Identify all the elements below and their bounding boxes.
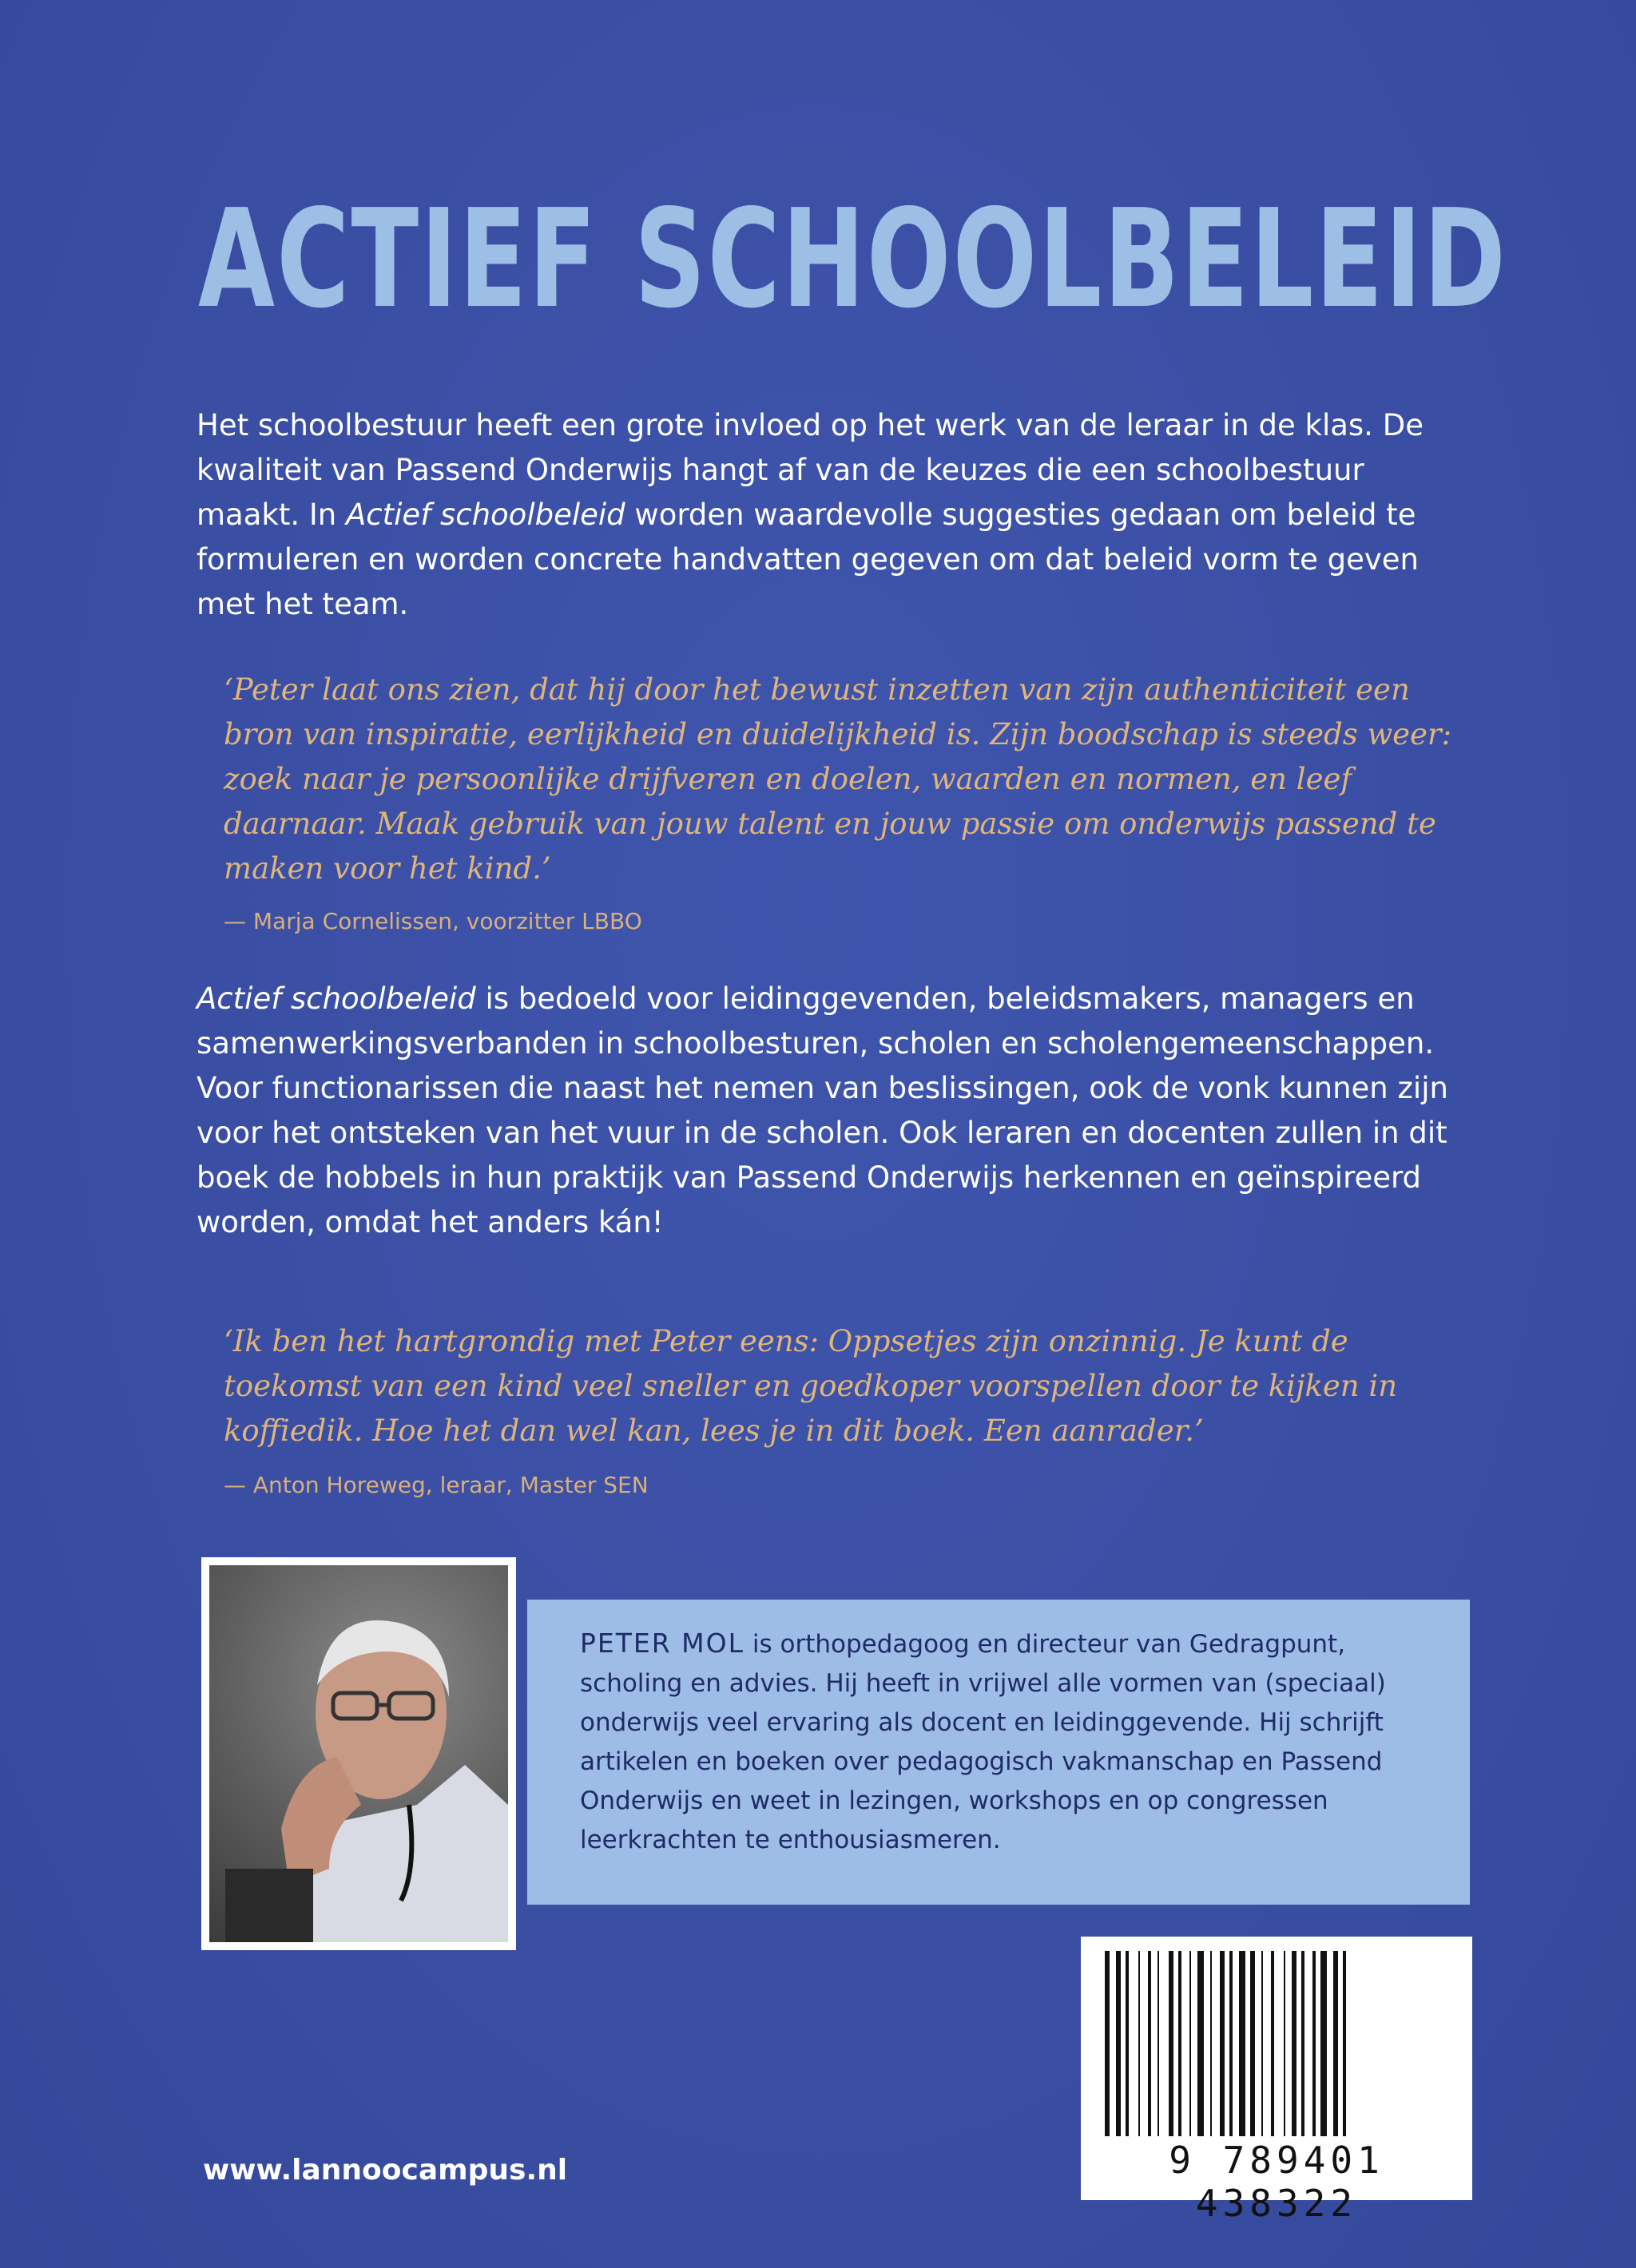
- barcode-bar: [1148, 1951, 1151, 2136]
- barcode-bar: [1158, 1951, 1159, 2136]
- author-bio-text: is orthopedagoog en directeur van Gedragpunt, scholing en advies. Hij heeft in vrijwel alle vormen van (speciaal) onderwijs veel ervaring als docent en leidinggevende. Hij schrijft artikelen en boeken over pedagogisch vakmanschap en Passend Onderwijs en weet in lezingen, workshops en op congressen leerkrachten te enthousiasmeren.: [580, 1630, 1386, 1854]
- barcode-bar: [1126, 1951, 1129, 2136]
- quote-2: ‘Ik ben het hartgrondig met Peter eens: Oppsetjes zijn onzinnig. Je kunt de toekomst van een kind veel sneller en goedkoper voorspellen door te kijken in koffiedik. Hoe het dan wel kan, lees je in dit boek. Een aanrader.’: [224, 1324, 1398, 1448]
- quote-2-attribution: — Anton Horeweg, leraar, Master SEN: [224, 1472, 649, 1498]
- portrait-illustration: [209, 1565, 508, 1942]
- barcode-bar: [1292, 1951, 1296, 2136]
- barcode-bars: [1105, 1951, 1448, 2136]
- barcode-bar: [1312, 1951, 1316, 2136]
- isbn-barcode: [1081, 1937, 1472, 2225]
- barcode-bar: [1261, 1951, 1263, 2136]
- intro-book-title: Actief schoolbeleid: [345, 498, 625, 532]
- quote-1-attribution: — Marja Cornelissen, voorzitter LBBO: [224, 908, 642, 934]
- barcode-bar: [1320, 1951, 1327, 2136]
- author-photo: [201, 1557, 516, 1950]
- barcode-bar: [1239, 1951, 1245, 2136]
- barcode-bar: [1333, 1951, 1338, 2136]
- barcode-bar: [1210, 1951, 1212, 2136]
- barcode-bar: [1105, 1951, 1110, 2136]
- barcode-bar: [1197, 1951, 1204, 2136]
- barcode-bar: [1343, 1951, 1346, 2136]
- intro-text-start: Het schoolbestuur heeft een grote invloed op het werk van de leraar in de klas. De kwaliteit van Passend Onderwijs hangt af van de keuzes die een schoolbestuur maakt. In: [197, 408, 1424, 532]
- barcode-bar: [1284, 1951, 1285, 2136]
- barcode-bar: [1178, 1951, 1181, 2136]
- barcode-bar: [1229, 1951, 1233, 2136]
- barcode-bar: [1116, 1951, 1121, 2136]
- author-bio-box: [527, 1600, 1470, 1905]
- barcode-bar: [1169, 1951, 1173, 2136]
- author-portrait-image: [209, 1565, 508, 1942]
- barcode-bar: [1301, 1951, 1304, 2136]
- barcode-bar: [1220, 1951, 1225, 2136]
- intro-text-end: worden waardevolle suggesties gedaan om beleid te formuleren en worden concrete handvatten gegeven om dat beleid vorm te geven met het team.: [197, 498, 1419, 621]
- quote-1: ‘Peter laat ons zien, dat hij door het bewust inzetten van zijn authenticiteit een bron van inspiratie, eerlijkheid en duidelijkheid is. Zijn boodschap is steeds weer: zoek naar je persoonlijke drijfveren en doelen, waarden en normen, en leef daarnaar. Maak gebruik van jouw talent en jouw passie om onderwijs passend te maken voor het kind.’: [224, 672, 1452, 886]
- audience-text: is bedoeld voor leidinggevenden, beleidsmakers, managers en samenwerkingsverbanden in schoolbesturen, scholen en scholengemeenschappen. Voor functionarissen die naast het nemen van beslissingen, ook de vonk kunnen zijn voor het ontsteken van het vuur in de scholen. Ook leraren en docenten zullen in dit boek de hobbels in hun praktijk van Passend Onderwijs herkennen en geïnspireerd worden, omdat het anders kán!: [197, 981, 1448, 1239]
- audience-paragraph: [197, 977, 1475, 1245]
- barcode-bar: [1138, 1951, 1140, 2136]
- author-bio: [580, 1624, 1446, 1860]
- publisher-website: www.lannoocampus.nl: [203, 2154, 568, 2187]
- barcode-bar: [1250, 1951, 1255, 2136]
- audience-book-title: Actief schoolbeleid: [197, 981, 476, 1016]
- barcode-bar: [1271, 1951, 1274, 2136]
- author-name: PETER MOL: [580, 1628, 745, 1659]
- intro-paragraph: [197, 403, 1475, 627]
- isbn-number: 9 789401 438322: [1169, 2139, 1384, 2225]
- book-title: ACTIEF SCHOOLBELEID: [198, 180, 1508, 339]
- barcode-bar: [1189, 1951, 1191, 2136]
